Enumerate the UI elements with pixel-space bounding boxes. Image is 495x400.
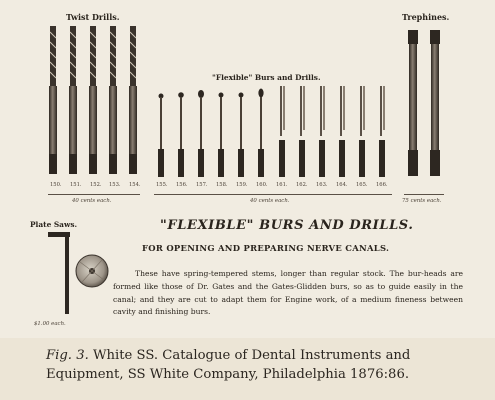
trephine-bracket (404, 194, 444, 195)
flexible-burs-heading: "Flexible" Burs and Drills. (212, 73, 321, 82)
flexible-drill (339, 86, 345, 177)
bur-number: 166. (376, 182, 388, 188)
flexible-bur (198, 90, 204, 177)
plate-saw (48, 232, 108, 314)
trephine (408, 30, 418, 176)
bur-number: 165. (356, 182, 368, 188)
plate-saw-price: $1.00 each. (34, 321, 66, 327)
twist-drill (69, 26, 77, 174)
twist-drill-number: 153. (109, 182, 121, 188)
twist-drill-number: 151. (70, 182, 82, 188)
twist-drill-bracket (48, 194, 140, 195)
twist-drill-number: 152. (90, 182, 102, 188)
trephine-group (408, 30, 440, 176)
bur-number: 161. (276, 182, 288, 188)
flexible-bur (178, 92, 184, 177)
trephine (430, 30, 440, 176)
trephines-heading: Trephines. (402, 12, 450, 22)
flexible-drill (319, 86, 325, 177)
twist-drill (109, 26, 117, 174)
bur-number: 156. (176, 182, 188, 188)
twist-drill (129, 26, 137, 174)
article-body: These have spring-tempered stems, longer than regular stock. The bur-heads are formed like those of Dr. Gates and the Gates-Glidden burs, so as to guide easily in the canal; and they are cut to adapt them for Engine work, of a medium fineness between cavity and finishing burs. (113, 269, 463, 317)
twist-drill-price: 40 cents each. (72, 198, 112, 204)
twist-drill-number: 154. (129, 182, 141, 188)
bur-number: 155. (156, 182, 168, 188)
trephine-price: 75 cents each. (402, 198, 442, 204)
article-title: "FLEXIBLE" BURS AND DRILLS. (160, 218, 414, 233)
flexible-drill (299, 86, 305, 177)
flexible-bur-bracket (154, 194, 392, 195)
figure-caption (46, 346, 466, 384)
twist-drill (89, 26, 97, 174)
flexible-drill (359, 86, 365, 177)
flexible-bur (258, 89, 264, 178)
bur-number: 157. (196, 182, 208, 188)
article-subtitle: FOR OPENING AND PREPARING NERVE CANALS. (142, 243, 390, 253)
flexible-bur-group (158, 86, 385, 177)
flexible-bur (218, 93, 224, 178)
bur-number: 162. (296, 182, 308, 188)
twist-drill-group (49, 26, 137, 174)
figure-label: Fig. 3. (46, 348, 89, 363)
plate-saws-heading: Plate Saws. (30, 220, 78, 229)
flexible-drill (279, 86, 285, 177)
flexible-bur (158, 94, 164, 178)
flexible-bur (238, 93, 244, 178)
flexible-bur-price: 40 cents each. (250, 198, 290, 204)
bur-number: 159. (236, 182, 248, 188)
bur-number: 163. (316, 182, 328, 188)
bur-number: 158. (216, 182, 228, 188)
twist-drills-heading: Twist Drills. (66, 12, 120, 22)
flexible-drill (379, 86, 385, 177)
figure-caption-text: White SS. Catalogue of Dental Instruments and Equipment, SS White Company, Philadelphia 1876:86. (46, 348, 411, 382)
twist-drill (49, 26, 57, 174)
bur-number: 164. (336, 182, 348, 188)
bur-number: 160. (256, 182, 268, 188)
twist-drill-number: 150. (50, 182, 62, 188)
